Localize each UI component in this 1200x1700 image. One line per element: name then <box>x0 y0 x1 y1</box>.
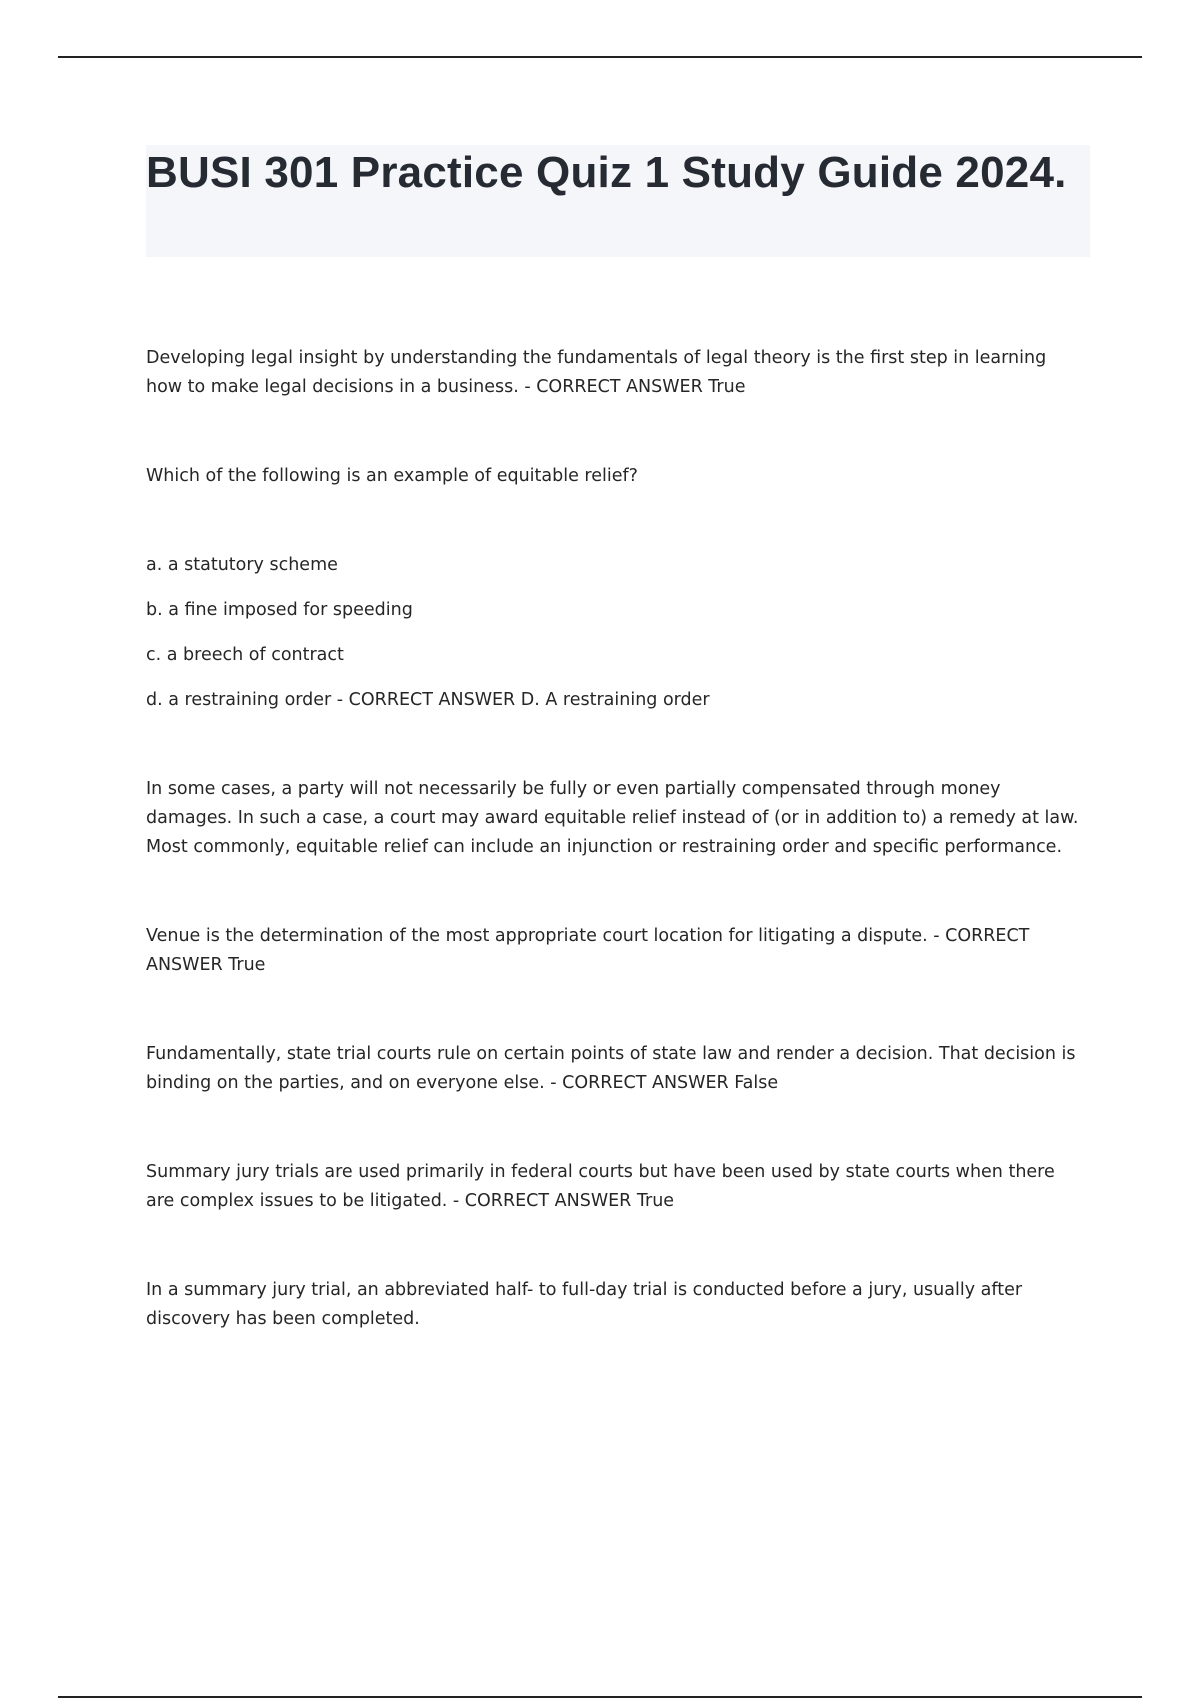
question-venue: Venue is the determination of the most appropriate court location for litigating a dispute. - CORRECT ANSWER True <box>146 926 1030 975</box>
explanation-summary-jury-trial: In a summary jury trial, an abbreviated half- to full-day trial is conducted before a jury, usually after discovery has been completed. <box>146 1280 1023 1329</box>
question-equitable-relief: Which of the following is an example of equitable relief? <box>146 466 638 486</box>
answer-option-b: b. a fine imposed for speeding <box>146 600 413 620</box>
answer-option-d: d. a restraining order - CORRECT ANSWER D. A restraining order <box>146 690 710 710</box>
top-divider <box>58 56 1142 58</box>
title-banner <box>146 145 1090 257</box>
question-legal-insight: Developing legal insight by understanding the fundamentals of legal theory is the first step in learning how to make legal decisions in a business. - CORRECT ANSWER True <box>146 348 1047 397</box>
answer-option-c: c. a breech of contract <box>146 645 344 665</box>
question-state-trial-courts: Fundamentally, state trial courts rule on certain points of state law and render a decision. That decision is binding on the parties, and on everyone else. - CORRECT ANSWER False <box>146 1044 1076 1093</box>
question-summary-jury-trials: Summary jury trials are used primarily in federal courts but have been used by state courts when there are complex issues to be litigated. - CORRECT ANSWER True <box>146 1162 1055 1211</box>
bottom-divider <box>58 1696 1142 1698</box>
answer-option-a: a. a statutory scheme <box>146 555 338 575</box>
explanation-equitable-relief: In some cases, a party will not necessarily be fully or even partially compensated through money damages. In such a case, a court may award equitable relief instead of (or in addition to) a remedy at law. Most commonly, equitable relief can include an injunction or restraining order and specific performance. <box>146 779 1079 857</box>
document-title: BUSI 301 Practice Quiz 1 Study Guide 2024. <box>146 148 1067 197</box>
document-body <box>146 344 1086 1334</box>
